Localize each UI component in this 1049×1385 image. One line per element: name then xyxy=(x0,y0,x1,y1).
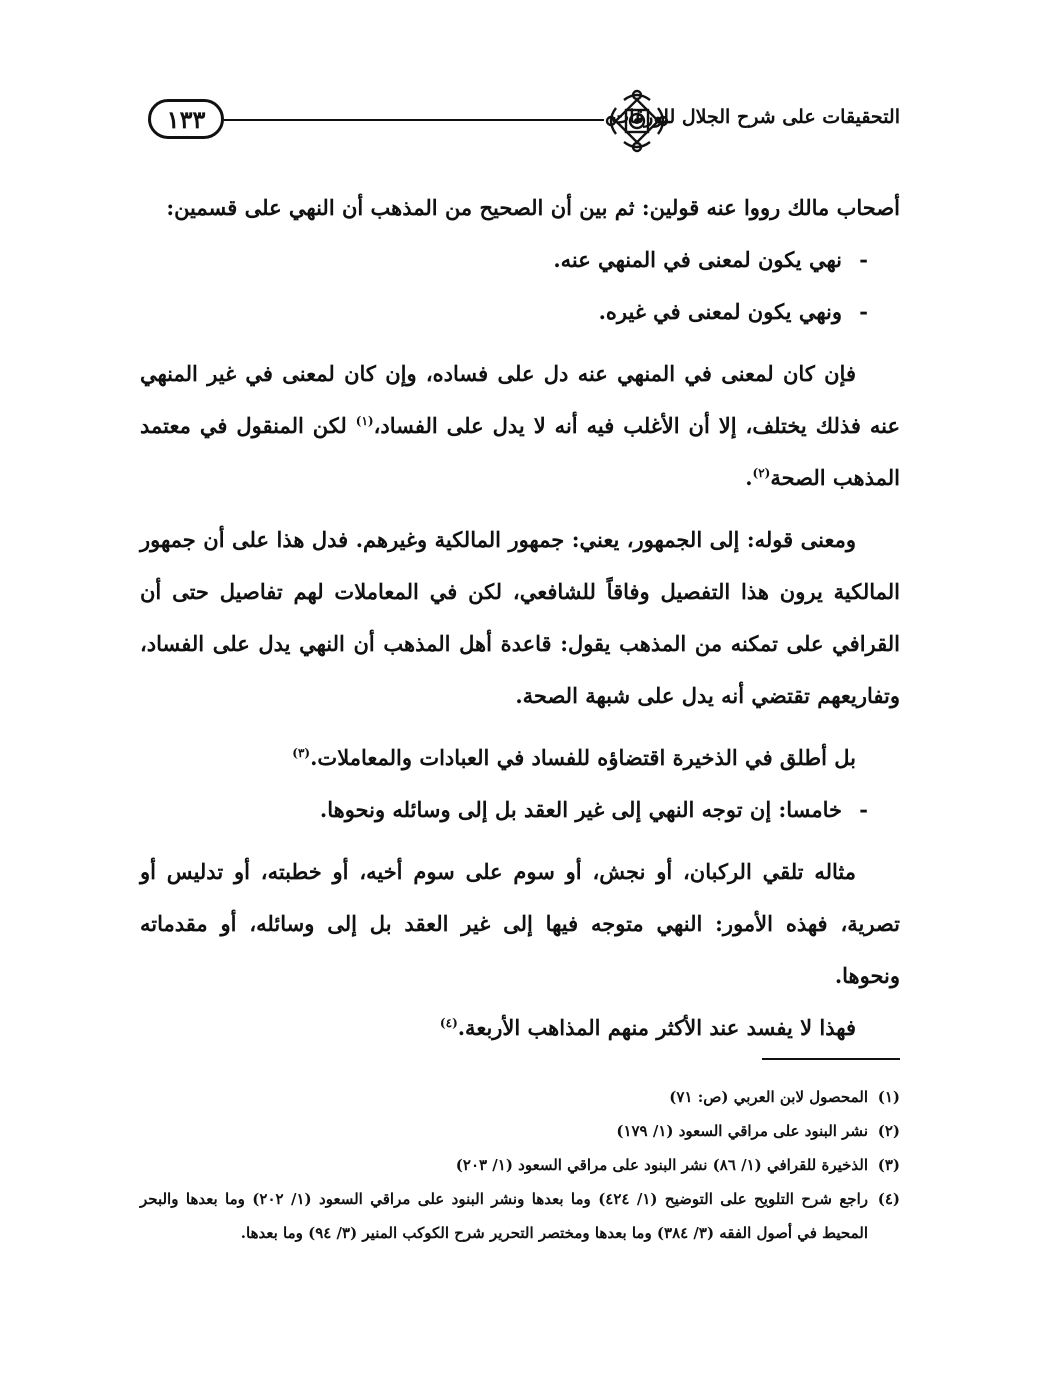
footnote-item xyxy=(140,1114,900,1148)
footnote-number: (٤) xyxy=(877,1190,900,1208)
paragraph-2-end: . xyxy=(745,465,753,490)
footnote-ref-1[interactable]: (١) xyxy=(355,414,374,428)
bullet-item-1 xyxy=(140,234,900,286)
footnote-ref-3[interactable]: (٣) xyxy=(292,746,311,760)
paragraph-5: مثاله تلقي الركبان، أو نجش، أو سوم على سوم أخيه، أو خطبته، أو تدليس أو تصرية، فهذه الأمور: النهي متوجه فيها إلى غير العقد بل إلى وسائله، أو مقدماته ونحوها. xyxy=(140,859,900,988)
bullet-dash: - xyxy=(859,299,868,324)
bullet-dash: - xyxy=(859,247,868,272)
bullet-text: ونهي يكون لمعنى في غيره. xyxy=(598,299,842,324)
footnote-text: المحصول لابن العربي (ص: ٧١) xyxy=(669,1088,868,1106)
paragraph-4-text: بل أطلق في الذخيرة اقتضاؤه للفساد في العبادات والمعاملات. xyxy=(310,745,856,770)
paragraph-2-tail: لكن المنقول في معتمد المذهب الصحة xyxy=(140,413,900,490)
footnote-number: (٣) xyxy=(877,1156,900,1174)
footnote-text: راجع شرح التلويح على التوضيح (١/ ٤٢٤) وما بعدها ونشر البنود على مراقي السعود (١/ ٢٠٢) وما بعدها والبحر المحيط في أصول الفقه (٣/ ٣٨٤) وما بعدها ومختصر التحرير شرح الكوكب المنير (٣/ ٩٤) وما بعدها. xyxy=(140,1190,868,1242)
footnote-item xyxy=(140,1080,900,1114)
footnote-separator xyxy=(762,1058,900,1060)
footnote-number: (٢) xyxy=(877,1122,900,1140)
paragraph-2-text: فإن كان لمعنى في المنهي عنه دل على فساده، وإن كان لمعنى في غير المنهي عنه فذلك يختلف، إلا أن الأغلب فيه أنه لا يدل على الفساد، xyxy=(140,361,900,438)
footnote-ref-2[interactable]: (٢) xyxy=(752,466,771,480)
footnote-item xyxy=(140,1182,900,1250)
footnote-ref-4[interactable]: (٤) xyxy=(439,1016,458,1030)
paragraph-6-text: فهذا لا يفسد عند الأكثر منهم المذاهب الأربعة. xyxy=(457,1015,856,1040)
page-number: ١٣٣ xyxy=(148,99,224,139)
bullet-item-3 xyxy=(140,784,900,836)
footnote-text: الذخيرة للقرافي (١/ ٨٦) نشر البنود على مراقي السعود (١/ ٢٠٣) xyxy=(455,1156,868,1174)
footnote-text: نشر البنود على مراقي السعود (١/ ١٧٩) xyxy=(616,1122,868,1140)
bullet-dash: - xyxy=(859,797,868,822)
page-header xyxy=(140,72,900,162)
bullet-text: خامسا: إن توجه النهي إلى غير العقد بل إلى وسائله ونحوها. xyxy=(319,797,842,822)
footnotes xyxy=(140,1080,900,1250)
paragraph-1: أصحاب مالك رووا عنه قولين: ثم بين أن الصحيح من المذهب أن النهي على قسمين: xyxy=(166,195,900,220)
paragraph-2 xyxy=(140,348,900,504)
bullet-text: نهي يكون لمعنى في المنهي عنه. xyxy=(553,247,842,272)
footnote-item xyxy=(140,1148,900,1182)
bullet-item-2 xyxy=(140,286,900,338)
main-text xyxy=(140,182,900,1054)
paragraph-4 xyxy=(140,732,900,784)
paragraph-6 xyxy=(140,1002,900,1054)
paragraph-3: ومعنى قوله: إلى الجمهور، يعني: جمهور المالكية وغيرهم. فدل هذا على أن جمهور المالكية يرون هذا التفصيل وفاقاً للشافعي، لكن في المعاملات لهم تفاصيل حتى أن القرافي على تمكنه من المذهب يقول: قاعدة أهل المذهب أن النهي يدل على الفساد، وتفاريعهم تقتضي أنه يدل على شبهة الصحة. xyxy=(140,527,900,708)
footnote-number: (١) xyxy=(877,1088,900,1106)
header-rule xyxy=(224,119,604,121)
running-title: التحقيقات على شرح الجلال للورقات xyxy=(611,106,900,128)
